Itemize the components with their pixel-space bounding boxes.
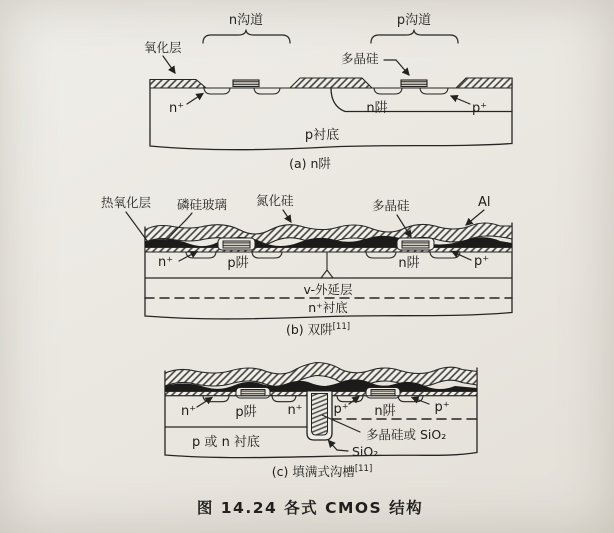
caption-a: (a) n阱 [289, 156, 331, 171]
al-metal-layer [165, 363, 477, 387]
nitride-leader-arrow [283, 210, 291, 222]
label-p-channel: p沟道 [396, 13, 432, 28]
p-plus-leader-arrow [451, 96, 470, 104]
n-plus-region [204, 88, 230, 94]
poly-gate [401, 80, 427, 87]
poly-gate [371, 390, 395, 396]
label-p-substrate: p衬底 [304, 128, 340, 143]
label-psg: 磷硅玻璃 [177, 197, 228, 212]
sio2-leader-arrow [329, 441, 349, 452]
label-n-substrate: n⁺衬底 [308, 300, 348, 315]
label-thermal-oxide: 热氧化层 [101, 195, 152, 210]
p-plus-right-leader-arrow [412, 398, 429, 405]
caption-c: (c) 填满式沟槽[11] [271, 464, 373, 479]
label-n-plus-mid: n⁺ [287, 403, 303, 418]
oxide-leader-arrow [163, 56, 175, 73]
field-oxide [456, 78, 512, 88]
poly-gate [233, 80, 259, 87]
well-divider [321, 252, 333, 278]
caption-b: (b) 双阱[11] [285, 322, 351, 337]
p-plus-region [374, 88, 402, 94]
field-oxide [150, 80, 206, 89]
label-oxide-layer: 氧化层 [144, 40, 182, 55]
label-substrate: p 或 n 衬底 [192, 435, 260, 450]
label-n-plus: n⁺ [158, 255, 174, 270]
diagram-c-trench [165, 363, 477, 480]
poly-gate [241, 390, 265, 396]
label-p-plus-mid: p⁺ [333, 402, 349, 417]
label-epi-layer: v-外延层 [303, 282, 353, 297]
label-p-plus: p⁺ [474, 254, 490, 269]
label-p-plus-right: p⁺ [434, 400, 450, 415]
label-n-well: n阱 [366, 101, 388, 116]
label-n-plus-left: n⁺ [181, 404, 197, 419]
label-p-plus: p⁺ [472, 101, 488, 116]
n-plus-leader-arrow [187, 94, 203, 105]
poly-gate [223, 241, 250, 248]
p-plus-region [420, 88, 448, 94]
trench-fill [312, 394, 328, 436]
poly-leader-arrow [384, 60, 409, 75]
label-n-plus: n⁺ [169, 101, 185, 116]
p-plus-mid-leader-arrow [349, 397, 359, 405]
label-nitride: 氮化硅 [256, 193, 294, 208]
field-oxide [290, 78, 372, 88]
label-polysilicon: 多晶硅 [372, 198, 410, 213]
brace-p-channel [371, 30, 458, 44]
diagram-b-twin-well [101, 193, 512, 337]
thermal-oxide-layer [145, 248, 512, 253]
label-n-channel: n沟道 [228, 13, 264, 28]
label-p-well: p阱 [235, 405, 257, 420]
poly-gate [402, 241, 429, 248]
diagram-a-nwell [144, 13, 512, 171]
label-trench-fill: 多晶硅或 SiO₂ [366, 427, 447, 442]
label-n-well: n阱 [398, 256, 420, 271]
n-plus-region [254, 88, 280, 94]
label-polysilicon: 多晶硅 [341, 51, 379, 66]
brace-n-channel [203, 30, 290, 44]
label-n-well: n阱 [374, 404, 396, 419]
label-sio2: SiO₂ [352, 444, 379, 459]
n-plus-region [272, 396, 296, 402]
n-plus-region [252, 252, 282, 258]
p-plus-region [366, 252, 396, 258]
label-p-well: p阱 [227, 256, 249, 271]
n-plus-leader-arrow [179, 252, 197, 262]
label-al: Al [478, 195, 491, 210]
p-plus-leader-arrow [452, 252, 471, 261]
figure-caption: 图 14.24 各式 CMOS 结构 [196, 499, 424, 517]
